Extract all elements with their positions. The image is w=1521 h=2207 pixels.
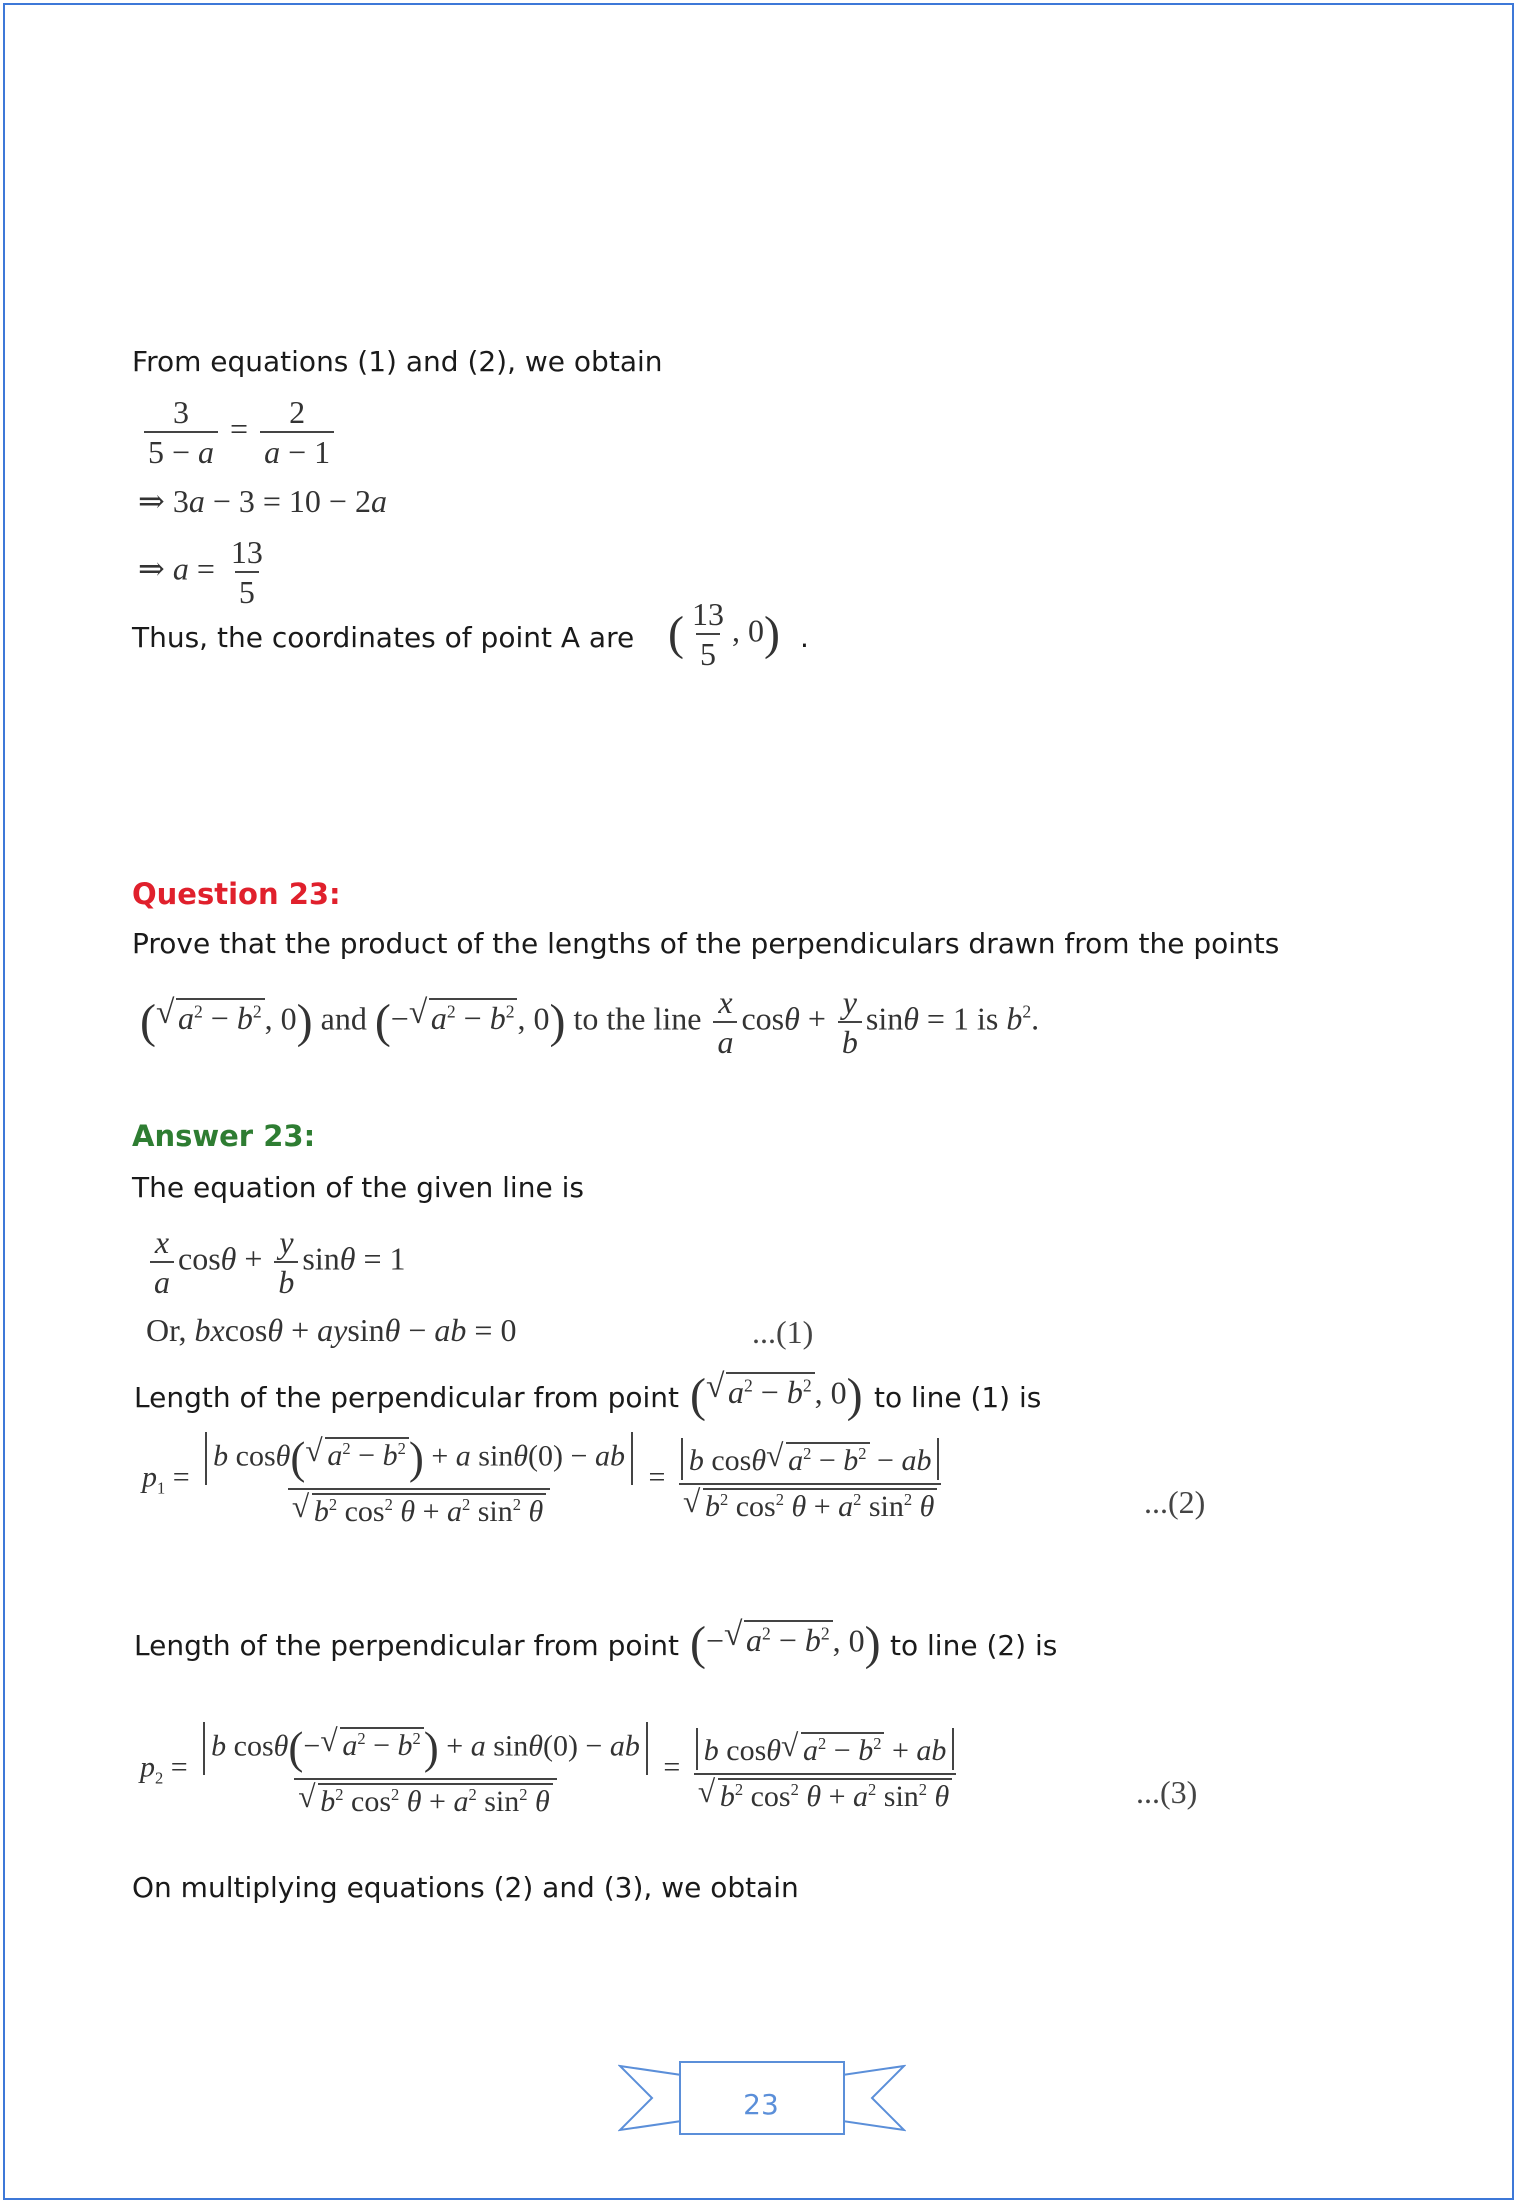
- equation-tag-1: ...(1): [752, 1314, 814, 1350]
- page-number: 23: [743, 2088, 779, 2121]
- perp2-suffix: to line (2) is: [890, 1629, 1058, 1662]
- perp1-suffix: to line (1) is: [874, 1381, 1042, 1414]
- answer-heading: Answer 23:: [132, 1119, 316, 1153]
- question-math: (√ $a^2 - b^2$, 0) and (−√ $a^2 - b^2$, 0) to the line $\frac{x}{a}$ cosθ + $\frac{y}{b}$ sinθ = 1 is $b^2$.: [140, 986, 1039, 1058]
- equation-fraction-equality: $\frac{3}{5 - a}$ = $\frac{2}{a - 1}$: [140, 396, 338, 468]
- perp2-point: (−√ $a^2 - b^2$, 0): [690, 1620, 881, 1668]
- coords-period: .: [800, 621, 809, 654]
- final-line: On multiplying equations (2) and (3), we obtain: [132, 1871, 799, 1904]
- perp2-prefix: Length of the perpendicular from point: [134, 1629, 679, 1662]
- coordinates-point-a: ( $\frac{13}{5}$ , 0): [668, 596, 780, 672]
- answer-line1: The equation of the given line is: [132, 1171, 584, 1204]
- equation-given-line: $\frac{x}{a}$ cosθ + $\frac{y}{b}$ sinθ = 1: [146, 1226, 406, 1298]
- question-text: Prove that the product of the lengths of the perpendiculars drawn from the points: [132, 927, 1280, 960]
- question-heading: Question 23:: [132, 877, 341, 911]
- equation-linear: ⇒ 3a − 3 = 10 − 2a: [138, 483, 387, 519]
- intro-line: From equations (1) and (2), we obtain: [132, 345, 663, 378]
- equation-general-form: Or, bxcosθ + aysinθ − ab = 0: [146, 1312, 517, 1348]
- coords-line: Thus, the coordinates of point A are: [132, 621, 635, 654]
- equation-p1: $p_1$ = b cosθ(√ $a^2 - b^2) + a$ sinθ(0) − ab √ $b^2$ $\cos^2 \theta + a^2$ $\sin^2 \theta$ = b cosθ√ $a^2 - b^2$ − ab √ $b^2$ $\cos^2 \theta + a^2$ $\sin^2 \theta$: [142, 1432, 947, 1527]
- equation-tag-2: ...(2): [1144, 1484, 1206, 1520]
- equation-tag-3: ...(3): [1136, 1774, 1198, 1810]
- perp1-prefix: Length of the perpendicular from point: [134, 1381, 679, 1414]
- equation-solution-a: ⇒ a = $\frac{13}{5}$: [138, 534, 263, 610]
- perp1-point: (√ $a^2 - b^2$, 0): [690, 1372, 863, 1420]
- equation-p2: $p_2$ = b cosθ(−√ $a^2 - b^2) + a$ sinθ(0) − ab √ $b^2$ $\cos^2 \theta + a^2$ $\sin^2 \theta$ = b cosθ√ $a^2 - b^2$ + ab √ $b^2$ $\cos^2 \theta + a^2$ $\sin^2 \theta$: [140, 1722, 962, 1817]
